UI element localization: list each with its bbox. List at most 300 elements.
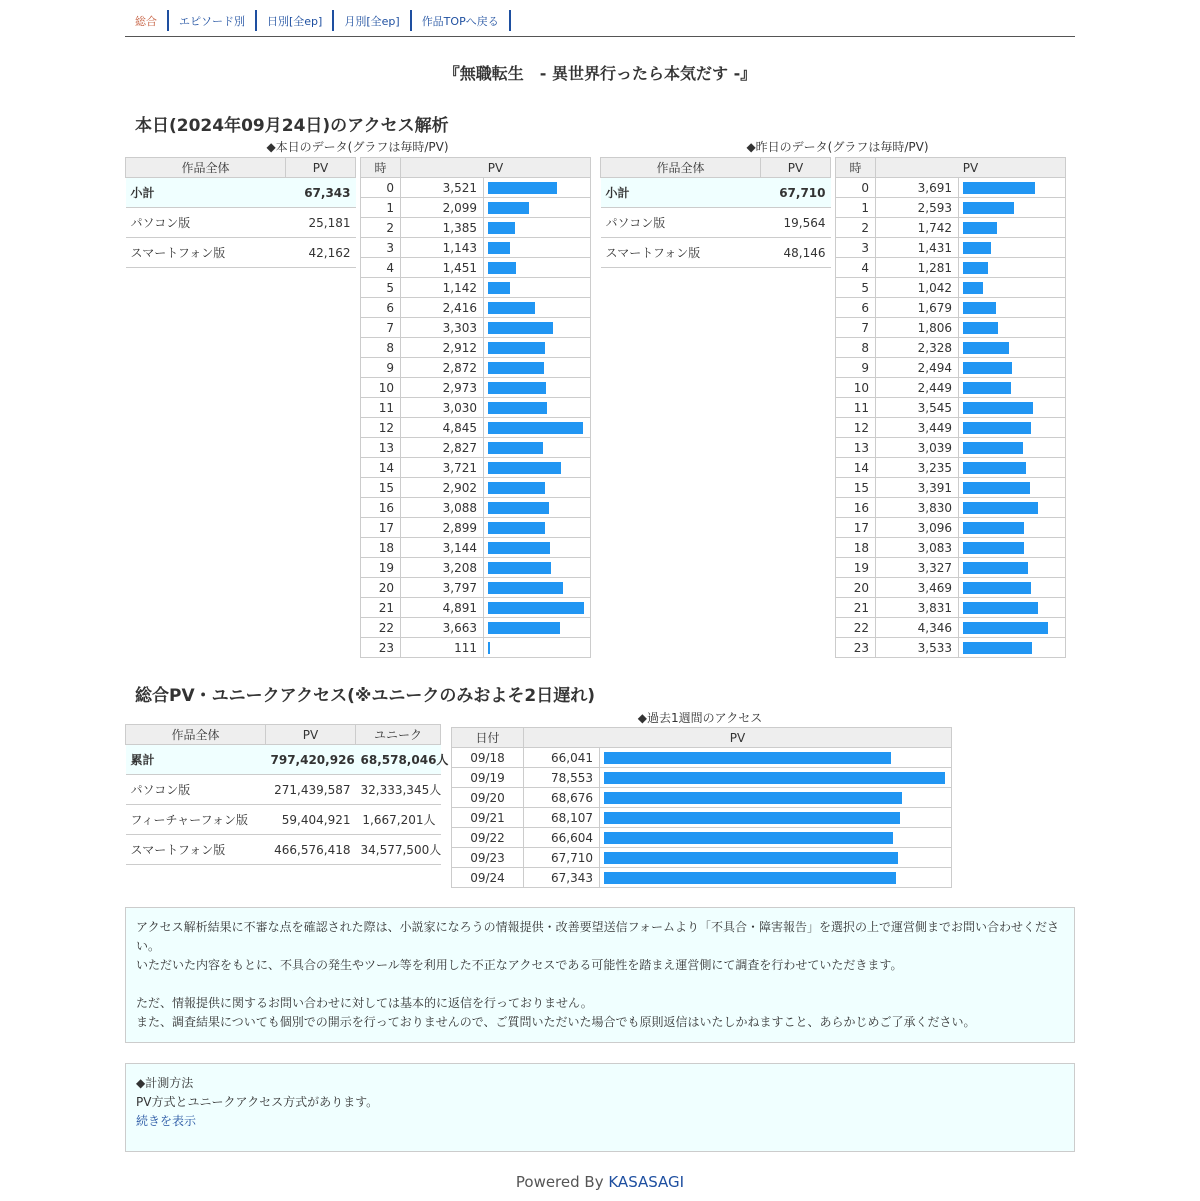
yesterday-hour-label: 8	[836, 338, 876, 358]
yesterday-hour-row	[836, 578, 1066, 598]
today-hour-label: 9	[361, 358, 401, 378]
total-heading: 総合PV・ユニークアクセス(※ユニークのみおよそ2日遅れ)	[135, 686, 595, 706]
today-hour-value: 3,521	[401, 178, 484, 198]
today-hour-bar	[488, 382, 546, 394]
week-caption: ◆過去1週間のアクセス	[637, 711, 763, 725]
yesterday-hour-bar	[963, 242, 991, 254]
nav-tab-3[interactable]: 月別[全ep]	[334, 10, 411, 31]
yesterday-hour-bar-cell	[959, 298, 1066, 318]
week-header-row	[452, 728, 952, 748]
today-hour-row	[361, 358, 591, 378]
week-table	[451, 727, 952, 888]
nav-tab-0[interactable]: 総合	[125, 10, 169, 31]
yesterday-hour-bar-cell	[959, 438, 1066, 458]
today-hour-row	[361, 278, 591, 298]
yesterday-hour-row	[836, 598, 1066, 618]
yesterday-hour-value: 2,494	[876, 358, 959, 378]
yesterday-hour-row	[836, 198, 1066, 218]
total-summary-cell: フィーチャーフォン版	[126, 805, 266, 835]
today-hour-bar	[488, 342, 545, 354]
today-hour-label: 7	[361, 318, 401, 338]
yesterday-hour-value: 2,593	[876, 198, 959, 218]
week-row	[452, 788, 952, 808]
week-header-cell: 日付	[452, 728, 524, 748]
today-summary-cell: スマートフォン版	[126, 238, 286, 268]
today-hour-bar	[488, 582, 563, 594]
yesterday-hour-label: 5	[836, 278, 876, 298]
today-hour-value: 2,827	[401, 438, 484, 458]
today-hour-label: 21	[361, 598, 401, 618]
yesterday-hour-label: 11	[836, 398, 876, 418]
yesterday-hour-bar	[963, 422, 1031, 434]
yesterday-summary-cell: 48,146	[761, 238, 831, 268]
yesterday-hour-value: 1,679	[876, 298, 959, 318]
yesterday-hour-label: 14	[836, 458, 876, 478]
today-hourly-table	[360, 157, 591, 658]
yesterday-hour-header-cell: 時	[836, 158, 876, 178]
yesterday-hour-bar-cell	[959, 178, 1066, 198]
yesterday-hour-bar	[963, 402, 1033, 414]
yesterday-hour-label: 4	[836, 258, 876, 278]
yesterday-hour-label: 22	[836, 618, 876, 638]
today-hour-label: 16	[361, 498, 401, 518]
yesterday-summary-table	[600, 157, 831, 268]
yesterday-hour-bar-cell	[959, 638, 1066, 658]
today-summary-header-cell: PV	[286, 158, 356, 178]
notice-box	[125, 907, 1075, 1043]
yesterday-hour-label: 3	[836, 238, 876, 258]
today-hour-label: 22	[361, 618, 401, 638]
yesterday-hour-bar-cell	[959, 238, 1066, 258]
show-more-link[interactable]: 続きを表示	[136, 1114, 197, 1128]
nav-tab-2[interactable]: 日別[全ep]	[257, 10, 334, 31]
yesterday-hour-bar-cell	[959, 518, 1066, 538]
week-bar-cell	[600, 848, 952, 868]
week-value: 67,710	[524, 848, 600, 868]
week-label: 09/20	[452, 788, 524, 808]
today-hour-row	[361, 338, 591, 358]
yesterday-hour-row	[836, 298, 1066, 318]
yesterday-summary-header-row	[601, 158, 831, 178]
today-summary-cell: 25,181	[286, 208, 356, 238]
week-row	[452, 748, 952, 768]
yesterday-hour-bar	[963, 462, 1026, 474]
yesterday-hour-value: 3,449	[876, 418, 959, 438]
yesterday-summary-cell: 19,564	[761, 208, 831, 238]
week-value: 66,604	[524, 828, 600, 848]
total-summary-header-cell: PV	[266, 725, 356, 745]
week-bar-cell	[600, 808, 952, 828]
today-hour-row	[361, 198, 591, 218]
yesterday-hour-bar-cell	[959, 358, 1066, 378]
today-hour-bar	[488, 642, 490, 654]
yesterday-hour-bar	[963, 282, 983, 294]
today-hour-bar	[488, 602, 584, 614]
yesterday-hour-value: 1,042	[876, 278, 959, 298]
yesterday-hour-label: 10	[836, 378, 876, 398]
today-hour-bar-cell	[484, 298, 591, 318]
total-summary-cell: 466,576,418	[266, 835, 356, 865]
week-header-cell: PV	[524, 728, 952, 748]
today-hour-bar-cell	[484, 498, 591, 518]
yesterday-hour-label: 17	[836, 518, 876, 538]
today-hour-bar	[488, 302, 535, 314]
total-summary-header-cell: 作品全体	[126, 725, 266, 745]
today-hour-bar	[488, 442, 543, 454]
yesterday-summary-cell: 小計	[601, 178, 761, 208]
nav-tab-1[interactable]: エピソード別	[169, 10, 257, 31]
week-row	[452, 868, 952, 888]
total-summary-header-row	[126, 725, 441, 745]
yesterday-hour-bar	[963, 542, 1024, 554]
today-hour-bar	[488, 562, 551, 574]
today-hour-label: 19	[361, 558, 401, 578]
total-summary-cell: スマートフォン版	[126, 835, 266, 865]
yesterday-hour-label: 7	[836, 318, 876, 338]
method-box	[125, 1063, 1075, 1152]
today-hour-bar	[488, 242, 510, 254]
yesterday-hour-bar-cell	[959, 258, 1066, 278]
today-hour-bar-cell	[484, 458, 591, 478]
notice-line-2	[136, 975, 1064, 994]
today-hour-bar-cell	[484, 198, 591, 218]
today-hour-label: 20	[361, 578, 401, 598]
today-hour-bar-cell	[484, 398, 591, 418]
today-hour-value: 3,797	[401, 578, 484, 598]
today-hour-row	[361, 438, 591, 458]
today-hour-bar-cell	[484, 598, 591, 618]
yesterday-hour-row	[836, 218, 1066, 238]
today-hour-bar	[488, 622, 560, 634]
yesterday-hour-label: 20	[836, 578, 876, 598]
today-hour-value: 3,303	[401, 318, 484, 338]
yesterday-hour-row	[836, 178, 1066, 198]
today-hour-bar-cell	[484, 258, 591, 278]
yesterday-hour-value: 1,742	[876, 218, 959, 238]
nav-bar	[125, 10, 1075, 37]
today-hour-label: 10	[361, 378, 401, 398]
yesterday-hour-value: 3,391	[876, 478, 959, 498]
yesterday-hour-value: 3,691	[876, 178, 959, 198]
today-hour-bar-cell	[484, 518, 591, 538]
yesterday-hour-bar	[963, 642, 1032, 654]
week-bar	[604, 872, 896, 884]
yesterday-hour-value: 1,431	[876, 238, 959, 258]
today-hour-bar	[488, 542, 550, 554]
yesterday-hour-bar	[963, 562, 1028, 574]
today-hour-row	[361, 518, 591, 538]
today-hour-row	[361, 258, 591, 278]
today-hour-row	[361, 478, 591, 498]
week-label: 09/24	[452, 868, 524, 888]
today-hour-bar-cell	[484, 618, 591, 638]
footer-prefix: Powered By	[515, 1173, 609, 1191]
yesterday-hour-value: 3,469	[876, 578, 959, 598]
yesterday-hour-bar	[963, 622, 1048, 634]
today-summary-row	[126, 178, 356, 208]
today-hour-row	[361, 538, 591, 558]
yesterday-hour-label: 0	[836, 178, 876, 198]
week-label: 09/19	[452, 768, 524, 788]
yesterday-hour-value: 2,328	[876, 338, 959, 358]
yesterday-summary-cell: パソコン版	[601, 208, 761, 238]
total-summary-table	[125, 724, 449, 865]
yesterday-hour-row	[836, 618, 1066, 638]
week-row	[452, 808, 952, 828]
today-hour-label: 17	[361, 518, 401, 538]
today-hour-value: 2,912	[401, 338, 484, 358]
kasasagi-link[interactable]: KASASAGI	[608, 1173, 685, 1191]
today-hour-value: 3,721	[401, 458, 484, 478]
week-bar	[604, 852, 898, 864]
today-hour-value: 2,973	[401, 378, 484, 398]
today-hour-label: 5	[361, 278, 401, 298]
today-hour-value: 3,663	[401, 618, 484, 638]
yesterday-hour-row	[836, 478, 1066, 498]
today-caption: ◆本日のデータ(グラフは毎時/PV)	[266, 140, 449, 154]
yesterday-hour-row	[836, 338, 1066, 358]
method-title: ◆計測方法	[136, 1076, 194, 1090]
today-hour-row	[361, 398, 591, 418]
today-hour-bar-cell	[484, 218, 591, 238]
today-hour-header-cell: 時	[361, 158, 401, 178]
yesterday-hour-bar-cell	[959, 338, 1066, 358]
yesterday-hour-bar	[963, 202, 1014, 214]
today-hour-bar-cell	[484, 538, 591, 558]
yesterday-hour-bar	[963, 322, 998, 334]
today-hour-value: 4,845	[401, 418, 484, 438]
today-hour-bar-cell	[484, 638, 591, 658]
today-hour-value: 2,899	[401, 518, 484, 538]
yesterday-hour-row	[836, 498, 1066, 518]
week-bar	[604, 832, 893, 844]
yesterday-hour-bar	[963, 362, 1012, 374]
today-hour-value: 2,872	[401, 358, 484, 378]
today-hour-value: 111	[401, 638, 484, 658]
yesterday-hour-value: 3,327	[876, 558, 959, 578]
today-hour-value: 1,385	[401, 218, 484, 238]
today-hour-bar	[488, 262, 516, 274]
today-hour-bar-cell	[484, 378, 591, 398]
today-hour-value: 3,208	[401, 558, 484, 578]
today-summary-cell: 小計	[126, 178, 286, 208]
yesterday-hour-row	[836, 538, 1066, 558]
week-bar-cell	[600, 788, 952, 808]
yesterday-caption: ◆昨日のデータ(グラフは毎時/PV)	[746, 140, 929, 154]
today-hour-bar	[488, 502, 549, 514]
yesterday-hour-value: 3,235	[876, 458, 959, 478]
today-hour-bar-cell	[484, 238, 591, 258]
week-row	[452, 768, 952, 788]
page-title: 『無職転生 - 異世界行ったら本気だす -』	[443, 64, 757, 83]
yesterday-hour-bar	[963, 302, 996, 314]
today-hour-header-cell: PV	[401, 158, 591, 178]
today-hour-row	[361, 178, 591, 198]
week-bar-cell	[600, 828, 952, 848]
yesterday-hour-label: 18	[836, 538, 876, 558]
today-hour-row	[361, 578, 591, 598]
week-bar	[604, 752, 891, 764]
yesterday-hour-bar-cell	[959, 478, 1066, 498]
total-summary-cell: 59,404,921	[266, 805, 356, 835]
yesterday-summary-header-cell: 作品全体	[601, 158, 761, 178]
yesterday-hour-bar-cell	[959, 378, 1066, 398]
today-hour-bar	[488, 402, 547, 414]
yesterday-hour-bar-cell	[959, 538, 1066, 558]
today-hour-value: 4,891	[401, 598, 484, 618]
week-bar-cell	[600, 768, 952, 788]
week-label: 09/18	[452, 748, 524, 768]
total-summary-cell: 32,333,345人	[356, 775, 441, 805]
today-hour-row	[361, 318, 591, 338]
today-hour-row	[361, 638, 591, 658]
yesterday-hour-bar-cell	[959, 318, 1066, 338]
today-hour-header-row	[361, 158, 591, 178]
today-hour-label: 14	[361, 458, 401, 478]
yesterday-summary-row	[601, 208, 831, 238]
notice-line-4: また、調査結果についても個別での開示を行っておりませんので、ご質問いただいた場合でも原則返信はいたしかねますこと、あらかじめご了承ください。	[136, 1015, 976, 1029]
today-hour-row	[361, 558, 591, 578]
nav-tab-4[interactable]: 作品TOPへ戻る	[412, 10, 511, 31]
yesterday-hour-row	[836, 318, 1066, 338]
yesterday-hour-bar-cell	[959, 618, 1066, 638]
total-summary-row	[126, 775, 441, 805]
total-summary-header-cell: ユニーク	[356, 725, 441, 745]
today-hour-row	[361, 238, 591, 258]
yesterday-hour-bar-cell	[959, 598, 1066, 618]
week-label: 09/22	[452, 828, 524, 848]
week-row	[452, 848, 952, 868]
yesterday-hour-label: 12	[836, 418, 876, 438]
today-summary-cell: 42,162	[286, 238, 356, 268]
today-hour-value: 2,416	[401, 298, 484, 318]
today-hour-label: 12	[361, 418, 401, 438]
yesterday-hour-bar	[963, 502, 1038, 514]
today-hour-value: 3,030	[401, 398, 484, 418]
yesterday-hour-header-row	[836, 158, 1066, 178]
today-hour-row	[361, 378, 591, 398]
today-summary-row	[126, 208, 356, 238]
yesterday-hour-bar	[963, 482, 1030, 494]
today-hour-value: 1,143	[401, 238, 484, 258]
today-hour-label: 4	[361, 258, 401, 278]
week-bar	[604, 812, 900, 824]
yesterday-hour-bar	[963, 602, 1038, 614]
today-hour-bar-cell	[484, 438, 591, 458]
today-hour-row	[361, 298, 591, 318]
week-row	[452, 828, 952, 848]
yesterday-hour-row	[836, 378, 1066, 398]
today-hour-bar	[488, 282, 510, 294]
notice-line-1: いただいた内容をもとに、不具合の発生やツール等を利用した不正なアクセスである可能性を踏まえ運営側にて調査を行わせていただきます。	[136, 958, 903, 972]
yesterday-summary-header-cell: PV	[761, 158, 831, 178]
yesterday-hour-bar	[963, 182, 1035, 194]
today-summary-cell: 67,343	[286, 178, 356, 208]
today-heading: 本日(2024年09月24日)のアクセス解析	[135, 116, 449, 136]
yesterday-hour-label: 2	[836, 218, 876, 238]
today-hour-label: 23	[361, 638, 401, 658]
method-text: PV方式とユニークアクセス方式があります。	[136, 1095, 379, 1109]
today-hour-bar	[488, 322, 553, 334]
week-bar-cell	[600, 748, 952, 768]
today-hour-bar-cell	[484, 578, 591, 598]
today-hour-bar	[488, 482, 545, 494]
today-hour-bar-cell	[484, 478, 591, 498]
today-summary-row	[126, 238, 356, 268]
yesterday-hour-bar	[963, 442, 1023, 454]
yesterday-hour-value: 3,533	[876, 638, 959, 658]
today-hour-row	[361, 598, 591, 618]
yesterday-hour-label: 23	[836, 638, 876, 658]
week-label: 09/23	[452, 848, 524, 868]
yesterday-hour-bar	[963, 582, 1031, 594]
today-summary-cell: パソコン版	[126, 208, 286, 238]
total-summary-cell: 68,578,046人	[356, 745, 441, 775]
today-hour-row	[361, 218, 591, 238]
yesterday-hour-bar-cell	[959, 398, 1066, 418]
yesterday-hour-bar-cell	[959, 558, 1066, 578]
yesterday-hour-value: 3,096	[876, 518, 959, 538]
today-hour-bar	[488, 522, 545, 534]
today-hour-value: 1,142	[401, 278, 484, 298]
week-value: 68,107	[524, 808, 600, 828]
today-hour-bar-cell	[484, 358, 591, 378]
yesterday-hour-row	[836, 438, 1066, 458]
footer	[0, 1173, 1200, 1191]
week-bar-cell	[600, 868, 952, 888]
yesterday-hour-row	[836, 278, 1066, 298]
today-hour-label: 15	[361, 478, 401, 498]
total-summary-cell: 34,577,500人	[356, 835, 441, 865]
today-hour-label: 3	[361, 238, 401, 258]
yesterday-hour-row	[836, 558, 1066, 578]
yesterday-hour-row	[836, 458, 1066, 478]
yesterday-hour-row	[836, 518, 1066, 538]
yesterday-summary-cell: 67,710	[761, 178, 831, 208]
yesterday-hour-row	[836, 398, 1066, 418]
yesterday-hour-label: 19	[836, 558, 876, 578]
yesterday-hour-label: 16	[836, 498, 876, 518]
total-summary-cell: 1,667,201人	[356, 805, 441, 835]
total-summary-cell: パソコン版	[126, 775, 266, 805]
notice-line-3: ただ、情報提供に関するお問い合わせに対しては基本的に返信を行っておりません。	[136, 996, 593, 1010]
today-hour-bar	[488, 202, 529, 214]
week-bar	[604, 772, 945, 784]
total-summary-row	[126, 805, 441, 835]
today-hour-bar-cell	[484, 178, 591, 198]
today-hour-bar-cell	[484, 418, 591, 438]
yesterday-hour-bar	[963, 222, 997, 234]
today-hour-bar	[488, 182, 557, 194]
today-hour-label: 8	[361, 338, 401, 358]
yesterday-hour-bar	[963, 522, 1024, 534]
yesterday-hour-bar-cell	[959, 278, 1066, 298]
yesterday-hour-bar-cell	[959, 218, 1066, 238]
yesterday-hour-label: 1	[836, 198, 876, 218]
today-hour-value: 2,902	[401, 478, 484, 498]
yesterday-hour-label: 15	[836, 478, 876, 498]
yesterday-hour-label: 13	[836, 438, 876, 458]
today-hour-row	[361, 498, 591, 518]
today-hour-bar-cell	[484, 278, 591, 298]
total-summary-row	[126, 745, 441, 775]
yesterday-hour-row	[836, 258, 1066, 278]
yesterday-hour-header-cell: PV	[876, 158, 1066, 178]
yesterday-hour-row	[836, 238, 1066, 258]
yesterday-hour-row	[836, 638, 1066, 658]
today-hour-label: 1	[361, 198, 401, 218]
today-hour-label: 2	[361, 218, 401, 238]
